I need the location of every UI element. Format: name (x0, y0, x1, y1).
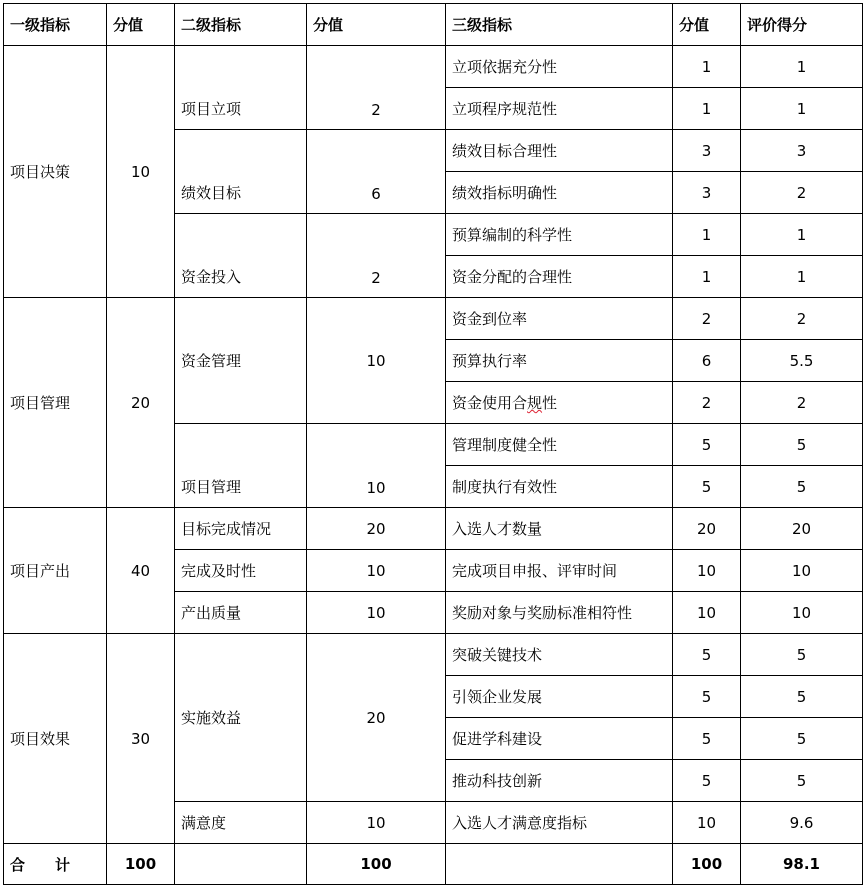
table-row (4, 298, 863, 340)
rating-score: 2 (741, 382, 863, 424)
level1-name: 项目产出 (4, 508, 107, 634)
rating-score: 5 (741, 676, 863, 718)
level1-score: 30 (107, 634, 175, 844)
rating-score: 5 (741, 718, 863, 760)
level3-score: 1 (673, 46, 741, 88)
level3-name: 立项依据充分性 (446, 46, 673, 88)
rating-score: 5 (741, 760, 863, 802)
level3-name-tail: 性 (542, 394, 558, 412)
total-row (4, 844, 863, 885)
rating-score: 2 (741, 298, 863, 340)
level1-name: 项目效果 (4, 634, 107, 844)
header-row (4, 4, 863, 46)
level3-score: 6 (673, 340, 741, 382)
rating-score: 5 (741, 634, 863, 676)
level3-score: 10 (673, 802, 741, 844)
rating-score: 1 (741, 46, 863, 88)
level3-score: 5 (673, 466, 741, 508)
level3-name: 制度执行有效性 (446, 466, 673, 508)
level3-score: 2 (673, 298, 741, 340)
table-row (4, 508, 863, 550)
level2-score: 6 (307, 130, 446, 214)
level3-score: 5 (673, 424, 741, 466)
level2-name: 资金管理 (175, 298, 307, 424)
level2-name: 项目立项 (175, 46, 307, 130)
level2-score: 10 (307, 550, 446, 592)
level3-name: 奖励对象与奖励标准相符性 (446, 592, 673, 634)
level3-name: 引领企业发展 (446, 676, 673, 718)
level3-name: 管理制度健全性 (446, 424, 673, 466)
rating-score: 2 (741, 172, 863, 214)
total-score2: 100 (307, 844, 446, 885)
rating-score: 1 (741, 256, 863, 298)
total-label: 合 计 (4, 844, 107, 885)
level2-name: 完成及时性 (175, 550, 307, 592)
level2-name: 项目管理 (175, 424, 307, 508)
rating-score: 3 (741, 130, 863, 172)
level3-score: 1 (673, 214, 741, 256)
header-rating: 评价得分 (741, 4, 863, 46)
level2-name: 满意度 (175, 802, 307, 844)
rating-score: 1 (741, 214, 863, 256)
rating-score: 9.6 (741, 802, 863, 844)
level2-score: 10 (307, 424, 446, 508)
level3-name: 资金分配的合理性 (446, 256, 673, 298)
level3-score: 10 (673, 550, 741, 592)
rating-score: 5 (741, 424, 863, 466)
total-blank-level3 (446, 844, 673, 885)
level3-name: 推动科技创新 (446, 760, 673, 802)
level3-name: 预算执行率 (446, 340, 673, 382)
level3-score: 20 (673, 508, 741, 550)
level3-name: 突破关键技术 (446, 634, 673, 676)
level2-score: 20 (307, 508, 446, 550)
level3-name: 入选人才数量 (446, 508, 673, 550)
level3-score: 1 (673, 256, 741, 298)
level3-score: 3 (673, 130, 741, 172)
level2-name: 产出质量 (175, 592, 307, 634)
header-level3: 三级指标 (446, 4, 673, 46)
level3-name: 促进学科建设 (446, 718, 673, 760)
total-rating: 98.1 (741, 844, 863, 885)
rating-score: 20 (741, 508, 863, 550)
level1-score: 10 (107, 46, 175, 298)
level3-name: 绩效目标合理性 (446, 130, 673, 172)
level2-score: 2 (307, 214, 446, 298)
rating-score: 5 (741, 466, 863, 508)
level3-score: 5 (673, 676, 741, 718)
level2-score: 10 (307, 298, 446, 424)
level3-score: 3 (673, 172, 741, 214)
header-level2: 二级指标 (175, 4, 307, 46)
level3-name: 预算编制的科学性 (446, 214, 673, 256)
level2-name: 目标完成情况 (175, 508, 307, 550)
level3-name: 完成项目申报、评审时间 (446, 550, 673, 592)
level3-score: 2 (673, 382, 741, 424)
total-score1: 100 (107, 844, 175, 885)
header-level1: 一级指标 (4, 4, 107, 46)
total-blank-level2 (175, 844, 307, 885)
level3-name: 立项程序规范性 (446, 88, 673, 130)
header-score1: 分值 (107, 4, 175, 46)
level3-name: 入选人才满意度指标 (446, 802, 673, 844)
level1-name: 项目决策 (4, 46, 107, 298)
level2-score: 10 (307, 592, 446, 634)
level1-score: 40 (107, 508, 175, 634)
table-row (4, 634, 863, 676)
total-score3: 100 (673, 844, 741, 885)
performance-evaluation-table (3, 3, 863, 885)
header-score2: 分值 (307, 4, 446, 46)
table-row (4, 46, 863, 88)
header-score3: 分值 (673, 4, 741, 46)
level2-score: 2 (307, 46, 446, 130)
rating-score: 5.5 (741, 340, 863, 382)
level2-name: 资金投入 (175, 214, 307, 298)
level1-name: 项目管理 (4, 298, 107, 508)
level2-name: 实施效益 (175, 634, 307, 802)
level2-score: 20 (307, 634, 446, 802)
level3-score: 5 (673, 718, 741, 760)
level3-name: 资金到位率 (446, 298, 673, 340)
level2-score: 10 (307, 802, 446, 844)
level3-score: 5 (673, 634, 741, 676)
rating-score: 10 (741, 592, 863, 634)
rating-score: 1 (741, 88, 863, 130)
spellcheck-marked-text: 规 (527, 394, 543, 412)
level3-name-text: 资金使用合 (452, 394, 528, 412)
rating-score: 10 (741, 550, 863, 592)
level3-score: 1 (673, 88, 741, 130)
level3-score: 5 (673, 760, 741, 802)
level3-name (446, 382, 673, 424)
level3-score: 10 (673, 592, 741, 634)
level2-name: 绩效目标 (175, 130, 307, 214)
level1-score: 20 (107, 298, 175, 508)
level3-name: 绩效指标明确性 (446, 172, 673, 214)
